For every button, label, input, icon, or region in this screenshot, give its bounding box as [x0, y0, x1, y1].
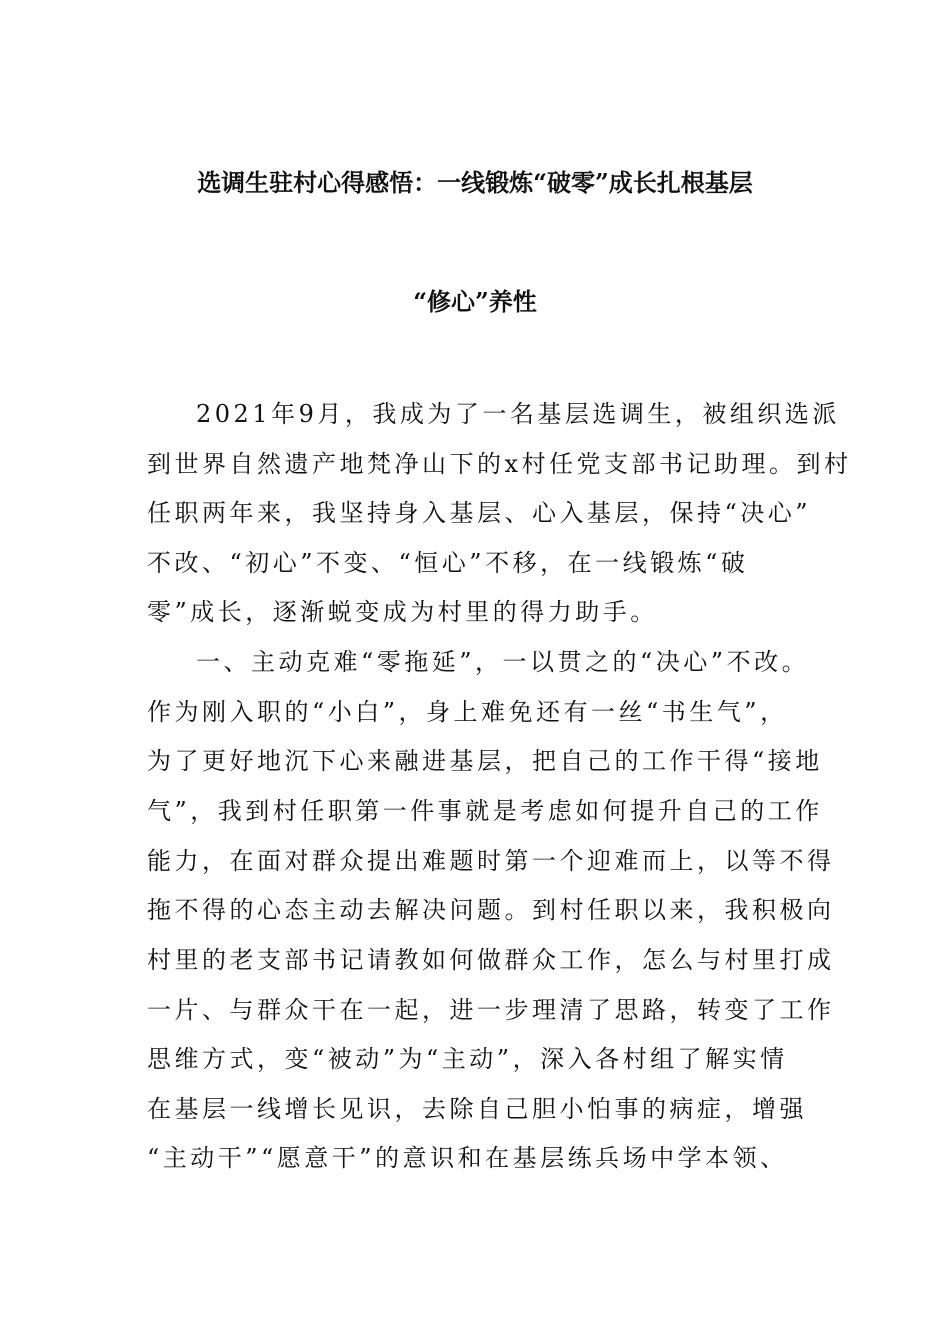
document-title-line-2: “修心”养性 [413, 287, 537, 316]
body-line: 村里的老支部书记请教如何做群众工作，怎么与村里打成 [147, 946, 835, 974]
body-line: 思维方式，变“被动”为“主动”，深入各村组了解实情 [147, 1045, 788, 1073]
body-line: 到世界自然遗产地梵净山下的x村任党支部书记助理。到村 [147, 450, 852, 478]
body-line: 为了更好地沉下心来融进基层，把自己的工作干得“接地 [147, 747, 823, 775]
document-title-line-1: 选调生驻村心得感悟：一线锻炼“破零”成长扎根基层 [197, 168, 753, 197]
body-line: 一片、与群众干在一起，进一步理清了思路，转变了工作 [147, 996, 835, 1024]
body-line: 作为刚入职的“小白”，身上难免还有一丝“书生气”， [147, 698, 788, 726]
body-line: “主动干”“愿意干”的意识和在基层练兵场中学本领、 [147, 1144, 788, 1172]
body-line: 2021年9月，我成为了一名基层选调生，被组织选派 [196, 400, 840, 428]
body-line: 气”，我到村任职第一件事就是考虑如何提升自己的工作 [147, 797, 823, 825]
body-line: 不改、“初心”不变、“恒心”不移，在一线锻炼“破 [147, 549, 749, 577]
body-line: 拖不得的心态主动去解决问题。到村任职以来，我积极向 [147, 896, 835, 924]
body-line: 能力，在面对群众提出难题时第一个迎难而上，以等不得 [147, 847, 835, 875]
body-line: 零”成长，逐渐蜕变成为村里的得力助手。 [147, 598, 658, 626]
body-line: 一、主动克难“零拖延”，一以贯之的“决心”不改。 [196, 648, 810, 676]
body-line: 任职两年来，我坚持身入基层、心入基层，保持“决心” [147, 499, 812, 527]
body-line: 在基层一线增长见识，去除自己胆小怕事的病症，增强 [147, 1095, 807, 1123]
